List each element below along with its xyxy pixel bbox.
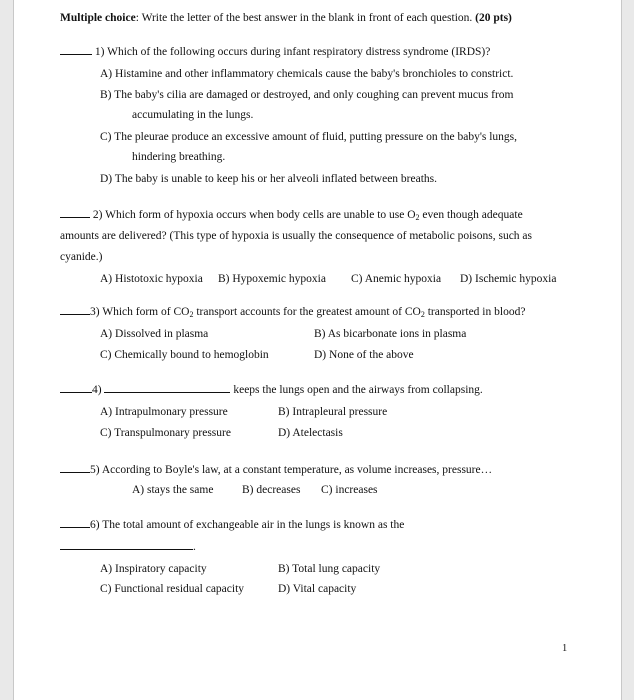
q6-option-c: C) Functional residual capacity	[100, 583, 245, 595]
q2-option-c: C) Anemic hypoxia	[351, 273, 442, 285]
answer-blank-4[interactable]	[60, 383, 92, 393]
q2-option-d: D) Ischemic hypoxia	[460, 273, 557, 285]
q2-option-b: B) Hypoxemic hypoxia	[218, 273, 326, 285]
instructions-points: (20 pts)	[475, 12, 512, 24]
q2-question: 2) Which form of hypoxia occurs when body cells are unable to use $O_2$ even though adequate	[60, 208, 523, 222]
q6-fill-line: .	[60, 540, 196, 554]
document-page	[13, 0, 622, 700]
page-number: 1	[562, 643, 568, 654]
q6-option-a: A) Inspiratory capacity	[100, 563, 207, 575]
q4-question: 4) keeps the lungs open and the airways from collapsing.	[60, 383, 483, 397]
q1-option-b-cont: accumulating in the lungs.	[132, 109, 254, 121]
q6-question: 6) The total amount of exchangeable air in the lungs is known as the	[60, 518, 404, 532]
q1-option-b: B) The baby's cilia are damaged or destroyed, and only coughing can prevent mucus from	[100, 89, 514, 101]
q1-question: 1) Which of the following occurs during infant respiratory distress syndrome (IRDS)?	[60, 45, 490, 59]
instructions-heading: Multiple choice	[60, 12, 136, 24]
instructions-text: : Write the letter of the best answer in the blank in front of each question.	[135, 12, 473, 24]
q5-option-a: A) stays the same	[132, 484, 214, 496]
q1-option-c-cont: hindering breathing.	[132, 151, 226, 163]
answer-blank-5[interactable]	[60, 463, 90, 473]
q1-option-d: D) The baby is unable to keep his or her alveoli inflated between breaths.	[100, 173, 438, 185]
q2-question-line3: cyanide.)	[60, 251, 103, 263]
q4-option-c: C) Transpulmonary pressure	[100, 427, 231, 439]
q3-option-d: D) None of the above	[314, 349, 414, 361]
q4-option-b: B) Intrapleural pressure	[278, 406, 388, 418]
q5-question: 5) According to Boyle's law, at a constant temperature, as volume increases, pressure…	[60, 463, 492, 477]
fill-in-blank-4[interactable]	[104, 383, 230, 393]
answer-blank-2[interactable]	[60, 208, 90, 218]
instructions	[60, 11, 512, 25]
q2-question-line2: amounts are delivered? (This type of hypoxia is usually the consequence of metabolic poisons, such as	[60, 230, 533, 242]
answer-blank-1[interactable]	[60, 45, 92, 55]
q1-option-a: A) Histamine and other inflammatory chemicals cause the baby's bronchioles to constrict.	[100, 68, 514, 80]
q5-option-c: C) increases	[321, 484, 378, 496]
q3-option-b: B) As bicarbonate ions in plasma	[314, 328, 467, 340]
q4-option-d: D) Atelectasis	[278, 427, 343, 439]
answer-blank-3[interactable]	[60, 305, 90, 315]
q3-option-a: A) Dissolved in plasma	[100, 328, 209, 340]
q5-option-b: B) decreases	[242, 484, 301, 496]
q1-option-c: C) The pleurae produce an excessive amount of fluid, putting pressure on the baby's lungs,	[100, 131, 518, 143]
q3-question: 3) Which form of $CO_2$ transport accounts for the greatest amount of $CO_2$ transported in blood?	[60, 305, 525, 319]
q6-option-b: B) Total lung capacity	[278, 563, 381, 575]
q6-option-d: D) Vital capacity	[278, 583, 357, 595]
q3-option-c: C) Chemically bound to hemoglobin	[100, 349, 269, 361]
q2-option-a: A) Histotoxic hypoxia	[100, 273, 203, 285]
fill-in-blank-6[interactable]	[60, 540, 193, 550]
q4-option-a: A) Intrapulmonary pressure	[100, 406, 228, 418]
answer-blank-6[interactable]	[60, 518, 90, 528]
